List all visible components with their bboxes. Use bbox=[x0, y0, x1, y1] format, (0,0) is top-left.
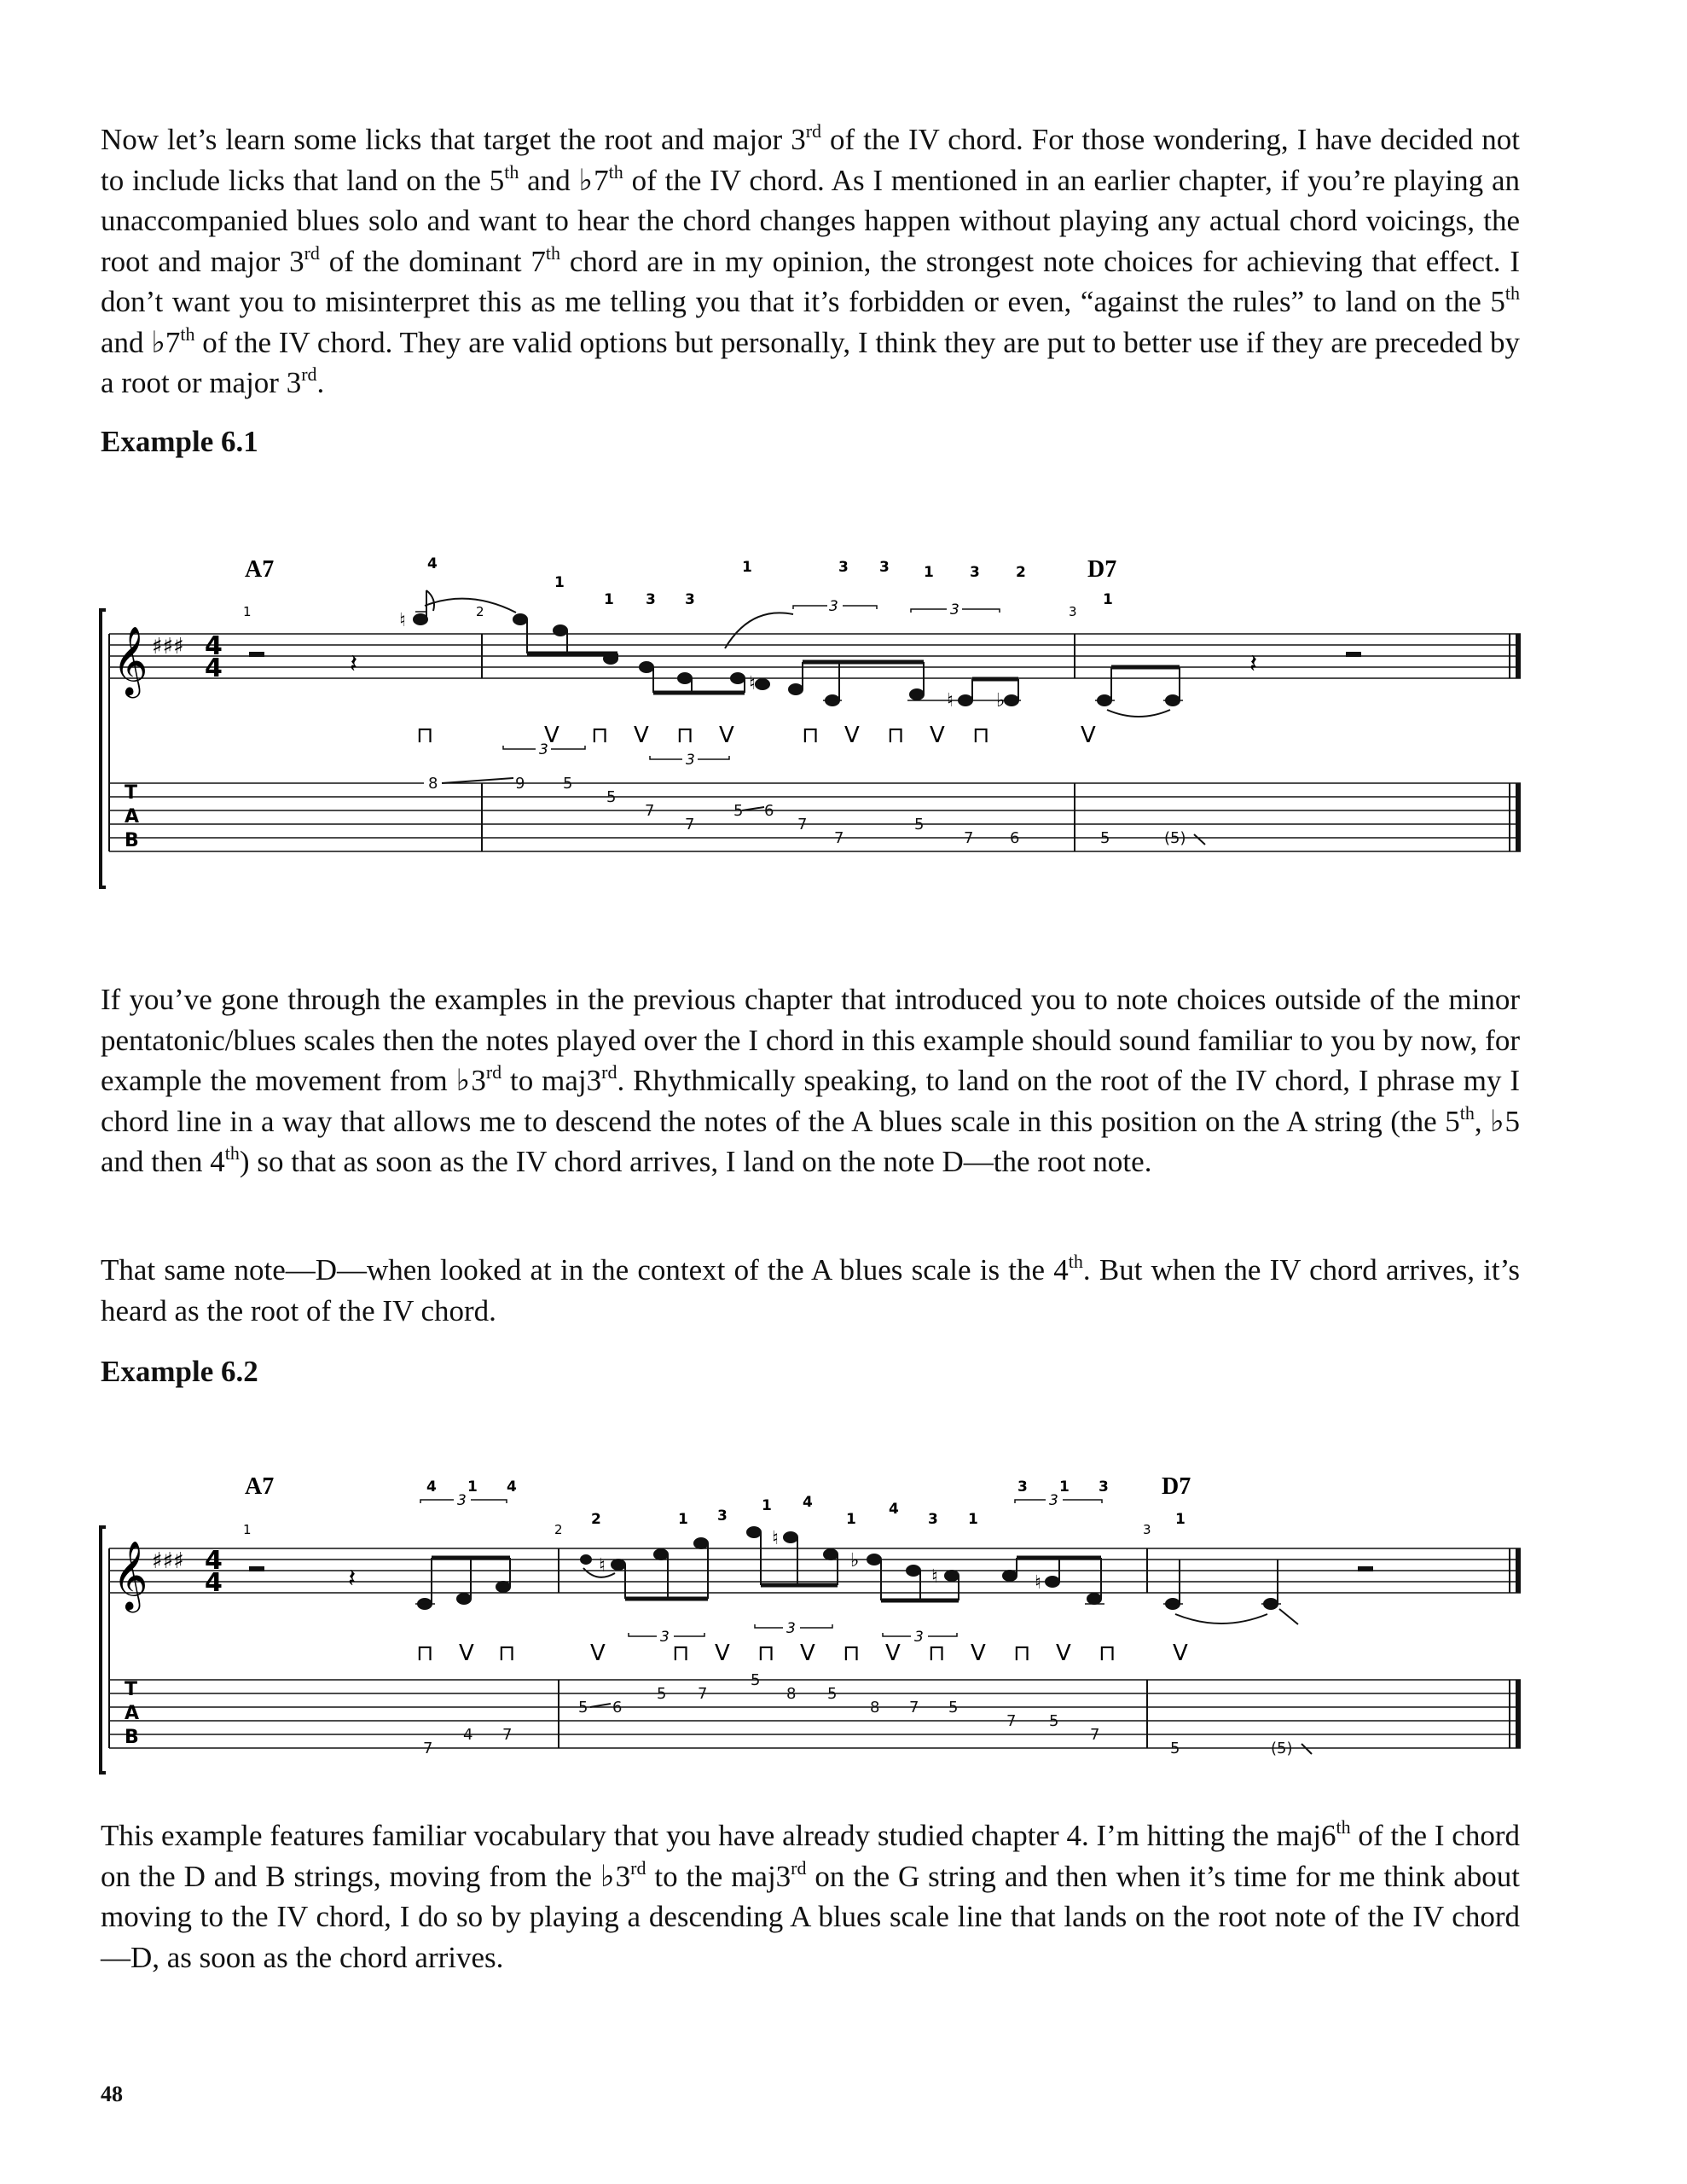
svg-text:V: V bbox=[844, 723, 860, 748]
fingering: 4 bbox=[507, 1478, 517, 1496]
triplet-label: 3 bbox=[539, 741, 548, 758]
quarter-rest: 𝄽 bbox=[348, 1564, 357, 1594]
fingering: 3 bbox=[1099, 1478, 1109, 1496]
fingering: 1 bbox=[742, 559, 752, 576]
svg-text:⊓: ⊓ bbox=[498, 1641, 516, 1666]
tab-letter-b: B bbox=[125, 1727, 139, 1748]
tab-fret: 7 bbox=[645, 802, 655, 820]
tab-fret: 7 bbox=[502, 1726, 513, 1744]
time-signature-top: 4 bbox=[205, 1546, 223, 1576]
fingering: 1 bbox=[554, 574, 565, 591]
system-bracket bbox=[101, 610, 106, 887]
triplet-label: 3 bbox=[950, 601, 959, 619]
fingering: 4 bbox=[426, 1478, 437, 1496]
fingering: 3 bbox=[646, 591, 656, 608]
quarter-rest: 𝄽 bbox=[1249, 649, 1258, 679]
key-signature: ♯♯♯ bbox=[152, 1548, 184, 1574]
fingering: 1 bbox=[968, 1511, 978, 1528]
tab-letter-a: A bbox=[125, 806, 140, 828]
svg-text:♮: ♮ bbox=[931, 1566, 938, 1588]
tab-fret: 5 bbox=[657, 1685, 667, 1703]
fingering: 1 bbox=[467, 1478, 478, 1496]
tab-fret: (5) bbox=[1271, 1740, 1293, 1757]
tab-fret: 8 bbox=[428, 775, 438, 793]
triplet-label: 3 bbox=[457, 1492, 467, 1509]
svg-text:V: V bbox=[1056, 1641, 1071, 1666]
svg-text:♮: ♮ bbox=[772, 1528, 779, 1549]
svg-text:♭: ♭ bbox=[996, 690, 1006, 712]
example-6-1-heading: Example 6.1 bbox=[101, 425, 258, 458]
svg-text:⊓: ⊓ bbox=[1099, 1641, 1116, 1666]
tab-fret: 6 bbox=[1010, 829, 1020, 847]
fingering: 4 bbox=[803, 1494, 813, 1511]
tab-letter-t: T bbox=[125, 782, 138, 804]
half-rest bbox=[1346, 652, 1361, 657]
tab-fret: 5 bbox=[827, 1685, 838, 1703]
tab-fret: 7 bbox=[698, 1685, 708, 1703]
fingering: 1 bbox=[1103, 591, 1113, 608]
fingering: 4 bbox=[427, 555, 438, 572]
tab-fret: 5 bbox=[751, 1671, 761, 1689]
fingering: 1 bbox=[604, 591, 614, 608]
explanation-paragraph-2: That same note—D—when looked at in the context of the A blues scale is the 4th. But when the IV chord arrives, it’s heard as the root of the IV chord. bbox=[101, 1251, 1520, 1327]
svg-text:♮: ♮ bbox=[749, 673, 756, 694]
time-signature-bottom: 4 bbox=[205, 653, 223, 683]
pick-strokes bbox=[416, 1641, 1188, 1666]
fingering: 2 bbox=[1016, 564, 1026, 581]
svg-text:♮: ♮ bbox=[399, 610, 406, 631]
tab-fret: 7 bbox=[909, 1699, 919, 1716]
chord-symbol: A7 bbox=[245, 556, 275, 583]
svg-text:V: V bbox=[544, 723, 559, 748]
tab-fret: 7 bbox=[964, 829, 974, 847]
svg-text:V: V bbox=[885, 1641, 901, 1666]
bar-number: 3 bbox=[1143, 1522, 1151, 1537]
svg-text:⊓: ⊓ bbox=[1013, 1641, 1031, 1666]
tab-fret: 8 bbox=[870, 1699, 880, 1716]
svg-text:V: V bbox=[634, 723, 649, 748]
chord-symbol: A7 bbox=[245, 1473, 275, 1500]
explanation-paragraph-1: If you’ve gone through the examples in the previous chapter that introduced you to note choices outside of the minor pentatonic/blues scales then the notes played over the I chord in this example should sound familiar to you by now, for example the movement from ♭3rd to maj3rd. Rhythmically speaking, to land on the root of the IV chord, I phrase my I chord line in a way that allows me to descend the notes of the A blues scale in this position on the A string (the 5th, ♭5 and then 4th) so that as soon as the IV chord arrives, I land on the note D—the root note. bbox=[101, 983, 1520, 1178]
svg-text:⊓: ⊓ bbox=[928, 1641, 946, 1666]
standard-staff bbox=[109, 634, 1521, 678]
svg-text:♮: ♮ bbox=[599, 1555, 606, 1577]
svg-text:⊓: ⊓ bbox=[757, 1641, 775, 1666]
svg-text:V: V bbox=[715, 1641, 730, 1666]
intro-paragraph: Now let’s learn some licks that target the root and major 3rd of the IV chord. For those wondering, I have decided not to include licks that land on the 5th and ♭7th of the IV chord. As I mentioned in an earlier chapter, if you’re playing an unaccompanied blues solo and want to hear the chord changes happen without playing any actual chord voicings, the root and major 3rd of the dominant 7th chord are in my opinion, the strongest note choices for achieving that effect. I don’t want you to misinterpret this as me telling you that it’s forbidden or even, “against the rules” to land on the 5th and ♭7th of the IV chord. They are valid options but personally, I think they are put to better use if they are preceded by a root or major 3rd. bbox=[101, 120, 1521, 399]
tab-fret: 6 bbox=[764, 802, 774, 820]
svg-text:⊓: ⊓ bbox=[416, 1641, 434, 1666]
triplet-label: 3 bbox=[686, 752, 695, 769]
bar-number: 2 bbox=[476, 604, 484, 619]
fingering: 3 bbox=[879, 559, 890, 576]
tab-staff bbox=[109, 1680, 1521, 1748]
tab-fret: 5 bbox=[563, 775, 573, 793]
tab-fret: (5) bbox=[1164, 829, 1186, 847]
treble-clef: 𝄞 bbox=[113, 1540, 148, 1610]
treble-clef: 𝄞 bbox=[113, 625, 148, 695]
tab-fret: 7 bbox=[797, 816, 808, 834]
svg-text:V: V bbox=[930, 723, 945, 748]
page-number: 48 bbox=[101, 2082, 123, 2106]
chord-symbol: D7 bbox=[1087, 556, 1117, 583]
tab-fret: 4 bbox=[463, 1726, 473, 1744]
fingering: 1 bbox=[678, 1511, 688, 1528]
svg-text:V: V bbox=[1173, 1641, 1188, 1666]
fingering: 2 bbox=[591, 1511, 601, 1528]
fingering: 1 bbox=[762, 1497, 772, 1514]
tab-fret: 7 bbox=[685, 816, 695, 834]
pick-strokes bbox=[416, 723, 1096, 748]
example-6-2-heading: Example 6.2 bbox=[101, 1355, 258, 1388]
svg-text:♮: ♮ bbox=[947, 690, 954, 712]
svg-text:V: V bbox=[971, 1641, 986, 1666]
half-rest bbox=[249, 652, 264, 657]
tab-fret: 7 bbox=[423, 1740, 433, 1757]
fingering: 3 bbox=[1017, 1478, 1028, 1496]
example-6-2-notation bbox=[94, 1466, 1527, 1790]
fingering: 1 bbox=[1175, 1511, 1186, 1528]
tab-fret: 5 bbox=[606, 788, 617, 806]
triplet-label: 3 bbox=[914, 1629, 924, 1646]
half-rest bbox=[1358, 1566, 1373, 1571]
tab-fret: 6 bbox=[612, 1699, 623, 1716]
triplet-label: 3 bbox=[786, 1620, 796, 1637]
svg-text:⊓: ⊓ bbox=[802, 723, 820, 748]
svg-text:⊓: ⊓ bbox=[591, 723, 609, 748]
tab-fret: 5 bbox=[914, 816, 925, 834]
tab-fret: 5 bbox=[1049, 1712, 1059, 1730]
time-signature-bottom: 4 bbox=[205, 1568, 223, 1598]
fingering: 1 bbox=[924, 564, 934, 581]
key-signature: ♯♯♯ bbox=[152, 634, 184, 659]
svg-text:⊓: ⊓ bbox=[416, 723, 434, 748]
tab-fret: 7 bbox=[1006, 1712, 1017, 1730]
fingering: 3 bbox=[928, 1511, 938, 1528]
bar-number: 1 bbox=[243, 604, 252, 619]
tab-fret: 5 bbox=[733, 802, 744, 820]
quarter-rest: 𝄽 bbox=[350, 649, 358, 679]
fingering: 1 bbox=[1059, 1478, 1070, 1496]
svg-text:♮: ♮ bbox=[1035, 1572, 1041, 1594]
tab-staff bbox=[109, 783, 1521, 851]
half-rest bbox=[249, 1566, 264, 1571]
chord-symbol: D7 bbox=[1162, 1473, 1191, 1500]
time-signature-top: 4 bbox=[205, 631, 223, 661]
fingering: 3 bbox=[970, 564, 980, 581]
svg-text:V: V bbox=[800, 1641, 815, 1666]
explanation-paragraph-3: This example features familiar vocabulary that you have already studied chapter 4. I’m hitting the maj6th of the I chord on the D and B strings, moving from the ♭3rd to the maj3rd on the G string and then when it’s time for me think about moving to the IV chord, I do so by playing a descending A blues scale line that lands on the root note of the IV chord—D, as soon as the chord arrives. bbox=[101, 1816, 1520, 1974]
fingering: 3 bbox=[838, 559, 849, 576]
tab-fret: 7 bbox=[834, 829, 844, 847]
system-bracket bbox=[101, 1527, 106, 1773]
fingering: 4 bbox=[889, 1501, 899, 1518]
triplet-label: 3 bbox=[660, 1629, 670, 1646]
bar-number: 3 bbox=[1069, 604, 1077, 619]
tab-letter-t: T bbox=[125, 1679, 138, 1700]
fingering: 1 bbox=[846, 1511, 856, 1528]
svg-text:V: V bbox=[719, 723, 734, 748]
svg-text:V: V bbox=[459, 1641, 474, 1666]
svg-text:⊓: ⊓ bbox=[887, 723, 905, 748]
tab-fret: 5 bbox=[948, 1699, 959, 1716]
svg-text:⊓: ⊓ bbox=[672, 1641, 690, 1666]
tab-fret: 5 bbox=[1100, 829, 1110, 847]
fingering: 3 bbox=[685, 591, 695, 608]
tab-fret: 9 bbox=[515, 775, 525, 793]
tab-fret: 5 bbox=[1170, 1740, 1180, 1757]
tab-fret: 7 bbox=[1090, 1726, 1100, 1744]
tab-fret: 5 bbox=[578, 1699, 588, 1716]
svg-text:V: V bbox=[1081, 723, 1096, 748]
bar-number: 2 bbox=[554, 1522, 563, 1537]
bar-number: 1 bbox=[243, 1522, 252, 1537]
svg-text:⊓: ⊓ bbox=[972, 723, 990, 748]
example-6-1-notation bbox=[94, 546, 1527, 921]
svg-text:⊓: ⊓ bbox=[676, 723, 694, 748]
tab-letter-b: B bbox=[125, 830, 139, 851]
triplet-label: 3 bbox=[1049, 1492, 1058, 1509]
svg-text:V: V bbox=[590, 1641, 606, 1666]
svg-text:♭: ♭ bbox=[850, 1550, 860, 1571]
tab-fret: 8 bbox=[786, 1685, 797, 1703]
triplet-label: 3 bbox=[829, 598, 838, 615]
fingering: 3 bbox=[717, 1507, 728, 1525]
svg-text:⊓: ⊓ bbox=[843, 1641, 861, 1666]
tab-letter-a: A bbox=[125, 1703, 140, 1724]
